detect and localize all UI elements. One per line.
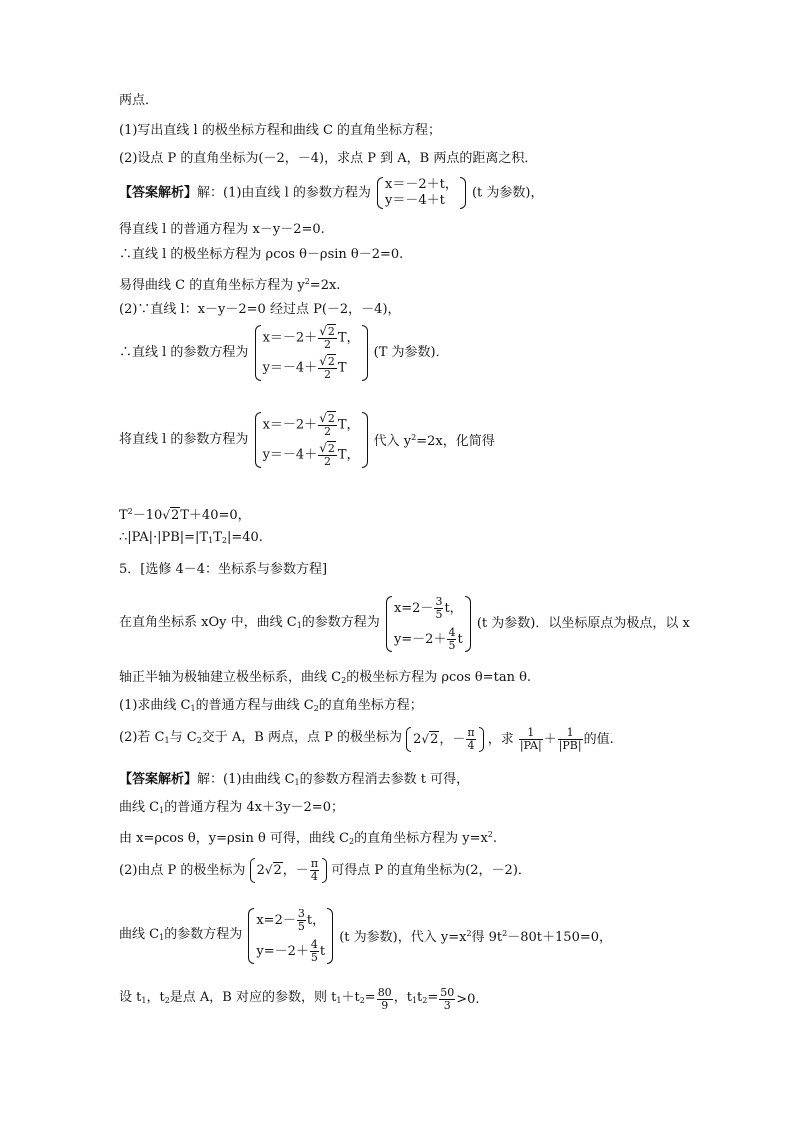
denominator: 2 xyxy=(324,368,332,381)
sqrt: √2 xyxy=(319,354,335,368)
text-line: 设 $t_1$，$t_2$是点 A，B 对应的参数，则 $t_1+t_2=$ $\frac{80}{9}$ ，$t_1t_2=$ $\frac{50}{3}$ >0. xyxy=(119,986,480,1012)
fraction: $\frac{50}{3}$ xyxy=(440,986,455,1012)
text-line: 曲线 $C_1$的普通方程为 4x＋3y－2=0； xyxy=(119,800,344,815)
text: ∴直线 l 的参数方程为 xyxy=(119,345,249,360)
answer-tag: 【答案解析】 xyxy=(119,185,198,201)
text: 解：(1)由直线 l 的参数方程为 xyxy=(197,185,371,201)
text: (T 为参数)． xyxy=(373,345,449,360)
system-row xyxy=(263,442,360,468)
sqrt: √2 xyxy=(319,324,335,338)
text: (t 为参数)．以坐标原点为极点，以 x xyxy=(476,616,690,631)
text-line: (2)由点 P 的极坐标为 2√2，－ $\frac{\pi}{4}$ 可得点 P 的直角坐标为(2，－2)． xyxy=(119,857,531,883)
system-row: y＝－4＋t xyxy=(385,193,445,208)
text: x＝－2＋ xyxy=(262,330,318,346)
right-brace xyxy=(327,908,333,964)
text: T， xyxy=(337,447,360,463)
radicand: 2 xyxy=(327,412,335,425)
text-line: 由 x=ρcos θ，y=ρsin θ 可得，曲线 $C_2$的直角坐标方程为 $y=x^2$. xyxy=(119,830,498,846)
fraction: $\frac{3}{5}$ xyxy=(435,595,443,621)
right-brace xyxy=(362,412,368,468)
question-1: (1)写出直线 l 的极坐标方程和曲线 C 的直角坐标方程； xyxy=(119,123,442,138)
radicand: 2 xyxy=(327,355,335,368)
radicand: 2 xyxy=(327,325,335,338)
system-row: x=2－ $\frac{3}{5}$ t， xyxy=(393,595,463,621)
polar-point: 2√2，－ $\frac{\pi}{4}$ xyxy=(250,858,327,883)
system-row: y=－2＋ $\frac{4}{5}$ t xyxy=(256,938,326,964)
answer-line xyxy=(119,177,543,209)
text-line: 得直线 l 的普通方程为 x－y－2=0. xyxy=(119,222,325,237)
text-line: $\therefore|PA|\cdot|PB|=|T_1T_2|=40$. xyxy=(119,530,263,545)
fraction: $\frac{4}{5}$ xyxy=(448,626,456,652)
sqrt: √2 xyxy=(319,441,335,455)
superscript: 2 xyxy=(304,277,310,286)
text: y＝－4＋ xyxy=(262,447,318,463)
text-line: $T^2-10√2T+40=0$， xyxy=(119,507,251,523)
text: T， xyxy=(337,417,360,433)
denominator: 2 xyxy=(324,455,332,468)
fraction: $\frac{4}{5}$ xyxy=(310,938,318,964)
text: 易得曲线 C 的直角坐标方程为 y xyxy=(119,278,305,293)
parametric-line xyxy=(119,412,495,468)
system-row: x=2－ $\frac{3}{5}$ t， xyxy=(256,907,326,933)
radicand: 2 xyxy=(327,442,335,455)
sqrt: √2 xyxy=(162,508,180,523)
parametric-system xyxy=(386,596,471,652)
question-1: (1)求曲线 $C_1$的普通方程与曲线 $C_2$的直角坐标方程； xyxy=(119,698,423,713)
text: y＝－4＋ xyxy=(262,360,318,376)
text-line: ∴直线 l 的极坐标方程为 ρcos θ－ρsin θ－2=0. xyxy=(119,247,404,262)
fraction: $\frac{1}{|PA|}$ xyxy=(519,726,542,752)
parametric-system xyxy=(248,908,333,964)
parametric-line: 曲线 $C_1$的参数方程为 x=2－ $\frac{3}{5}$ t， y=－2＋ $\frac{4}{5}$ t (t 为参数)，代入 $y=x^2$得 $9t^2-80t+150=0$， xyxy=(119,907,613,964)
system-row xyxy=(263,325,360,351)
right-brace xyxy=(465,596,471,652)
text-line: 两点． xyxy=(119,93,159,108)
text: =2x. xyxy=(309,278,341,293)
system-row: y=－2＋ $\frac{4}{5}$ t xyxy=(393,626,463,652)
denominator: 2 xyxy=(324,338,332,351)
text: T， xyxy=(337,330,360,346)
fraction: $\frac{3}{5}$ xyxy=(297,907,305,933)
fraction xyxy=(318,412,337,438)
text: x＝－2＋ xyxy=(262,417,318,433)
text-line xyxy=(119,273,340,295)
fraction: $\frac{1}{|PB|}$ xyxy=(558,726,582,752)
system-row xyxy=(263,355,360,381)
question-2: (2)若 $C_1$与 $C_2$交于 A，B 两点，点 P 的极坐标为 2√2，－ $\frac{\pi}{4}$ ，求 $\frac{1}{|PA|}$ ＋ $\frac{1}{|PB|}$ 的值. xyxy=(119,726,614,752)
question-2: (2)设点 P 的直角坐标为(－2，－4)，求点 P 到 A，B 两点的距离之积． xyxy=(119,151,538,166)
fraction xyxy=(318,325,337,351)
answer-line: 【答案解析】解：(1)由曲线 $C_1$的参数方程消去参数 t 可得， xyxy=(119,772,470,787)
text: T xyxy=(337,360,347,376)
sqrt: √2 xyxy=(319,411,335,425)
section-heading: 5．[选修 4－4：坐标系与参数方程] xyxy=(119,562,328,577)
fraction xyxy=(318,442,337,468)
text: 在直角坐标系 xOy 中，曲线 $C_1$的参数方程为 xyxy=(119,614,380,630)
denominator: 2 xyxy=(324,425,332,438)
polar-point: 2√2，－ $\frac{\pi}{4}$ xyxy=(406,727,483,752)
right-brace xyxy=(362,325,368,381)
parametric-system xyxy=(377,177,466,209)
system-row xyxy=(263,412,360,438)
parametric-line xyxy=(119,596,690,652)
right-brace xyxy=(460,177,466,209)
parametric-system xyxy=(255,412,368,468)
text: 将直线 l 的参数方程为 xyxy=(119,432,249,447)
text: (t 为参数)， xyxy=(471,185,544,201)
text: 代入 $y^2=2x$，化简得 xyxy=(373,433,495,449)
parametric-line xyxy=(119,325,449,381)
text-line: 轴正半轴为极轴建立极坐标系，曲线 $C_2$的极坐标方程为 ρcos θ=tan θ. xyxy=(119,670,532,685)
parametric-system xyxy=(255,325,368,381)
fraction xyxy=(318,355,337,381)
fraction: $\frac{80}{9}$ xyxy=(377,986,392,1012)
system-row: x＝－2＋t， xyxy=(385,177,458,192)
answer-tag: 【答案解析】 xyxy=(119,772,198,787)
text-line: (2)∵直线 l：x－y－2=0 经过点 P(－2，－4)， xyxy=(119,302,401,317)
